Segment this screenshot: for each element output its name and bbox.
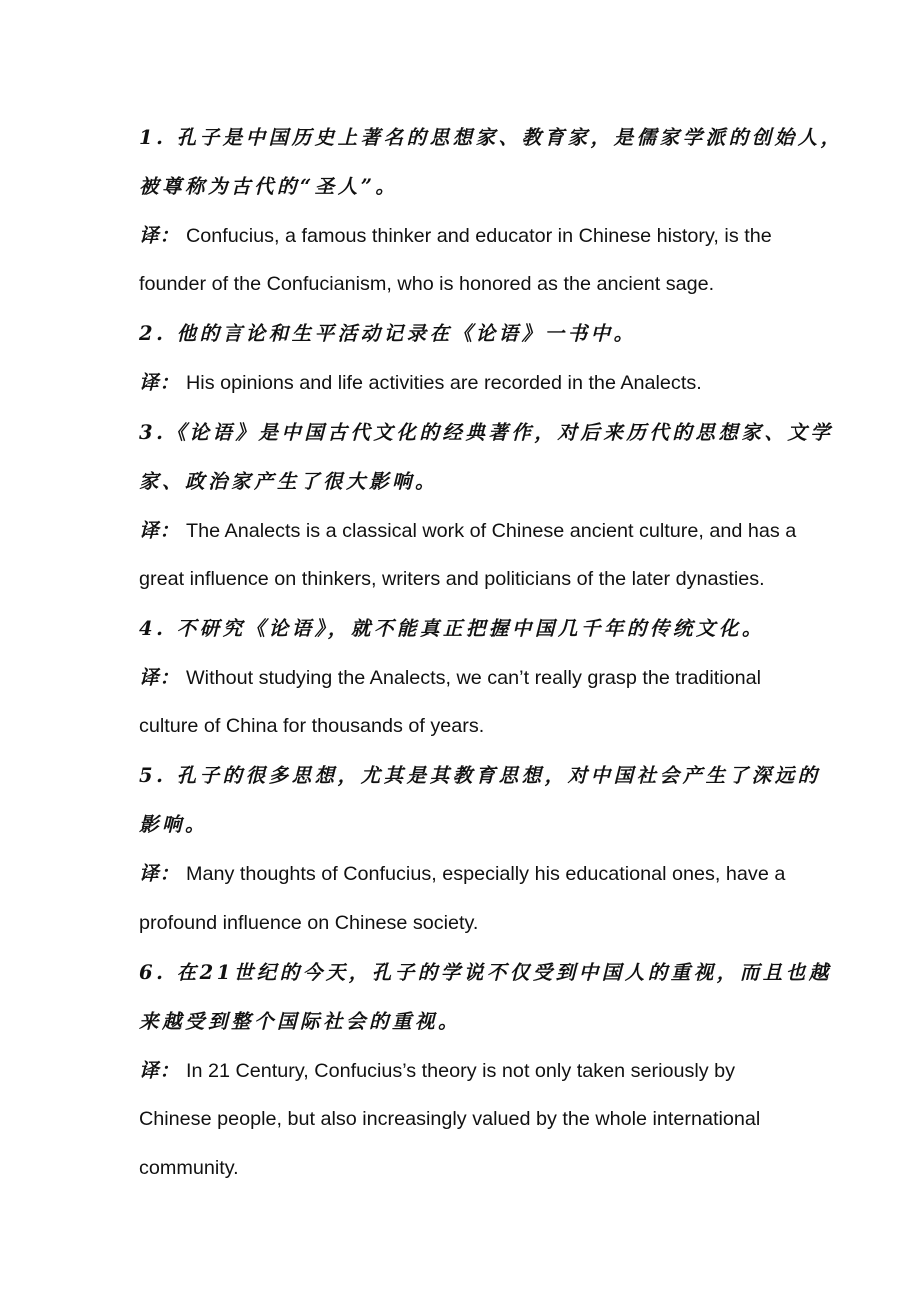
item-6-translation-text: In 21 Century, Confucius’s theory is not only taken seriously by xyxy=(186,1059,736,1082)
item-6-chinese-line-1: 6. 在21世纪的今天，孔子的学说不仅受到中国人的重视，而且也越 xyxy=(139,960,832,984)
item-5-chinese-line-1: 5. 孔子的很多思想，尤其是其教育思想，对中国社会产生了深远的 xyxy=(139,764,821,788)
item-4-translation-line-2: culture of China for thousands of years. xyxy=(139,715,485,738)
translation-label: 译： xyxy=(139,371,181,395)
item-6-translation-line-3: community. xyxy=(139,1156,239,1179)
item-6-chinese-line-2: 来越受到整个国际社会的重视。 xyxy=(139,1009,462,1033)
item-4-chinese-line-1: 4. 不研究《论语》，就不能真正把握中国几千年的传统文化。 xyxy=(139,616,765,640)
item-5-translation-line-1 xyxy=(139,849,799,898)
item-5-translation-line-2: profound influence on Chinese society. xyxy=(139,911,479,934)
item-2-translation-line-1 xyxy=(139,358,799,407)
item-1-chinese-line-2: 被尊称为古代的“圣人”。 xyxy=(139,175,399,199)
item-6-translation-line-2: Chinese people, but also increasingly valued by the whole international xyxy=(139,1107,761,1130)
item-3-translation-line-2: great influence on thinkers, writers and politicians of the later dynasties. xyxy=(139,567,765,590)
item-5-translation-text: Many thoughts of Confucius, especially his educational ones, have a xyxy=(186,863,786,886)
item-2-translation-text: His opinions and life activities are recorded in the Analects. xyxy=(186,372,702,395)
item-3-chinese-line-2: 家、政治家产生了很大影响。 xyxy=(139,469,439,493)
item-3-chinese-line-1: 3.《论语》是中国古代文化的经典著作，对后来历代的思想家、文学 xyxy=(139,420,834,444)
translation-label: 译： xyxy=(139,1058,181,1082)
translation-label: 译： xyxy=(139,666,181,690)
item-3-translation-line-1 xyxy=(139,506,799,555)
document-body xyxy=(139,113,844,1193)
item-6-translation-line-1 xyxy=(139,1046,799,1095)
item-1-translation-text: Confucius, a famous thinker and educator in Chinese history, is the xyxy=(186,225,772,248)
item-1-chinese-line-1: 1. 孔子是中国历史上著名的思想家、教育家，是儒家学派的创始人， xyxy=(139,126,844,149)
item-5-chinese-line-2: 影响。 xyxy=(139,813,209,837)
item-4-translation-text: Without studying the Analects, we can’t really grasp the traditional xyxy=(186,667,762,690)
translation-label: 译： xyxy=(139,518,181,542)
translation-label: 译： xyxy=(139,224,181,248)
translation-label: 译： xyxy=(139,862,181,886)
item-1-translation-line-1 xyxy=(139,211,799,260)
item-1-translation-line-2: founder of the Confucianism, who is honored as the ancient sage. xyxy=(139,273,715,296)
item-4-translation-line-1 xyxy=(139,653,799,702)
item-2-chinese-line-1: 2. 他的言论和生平活动记录在《论语》一书中。 xyxy=(139,322,637,346)
item-3-translation-text: The Analects is a classical work of Chinese ancient culture, and has a xyxy=(186,519,797,542)
